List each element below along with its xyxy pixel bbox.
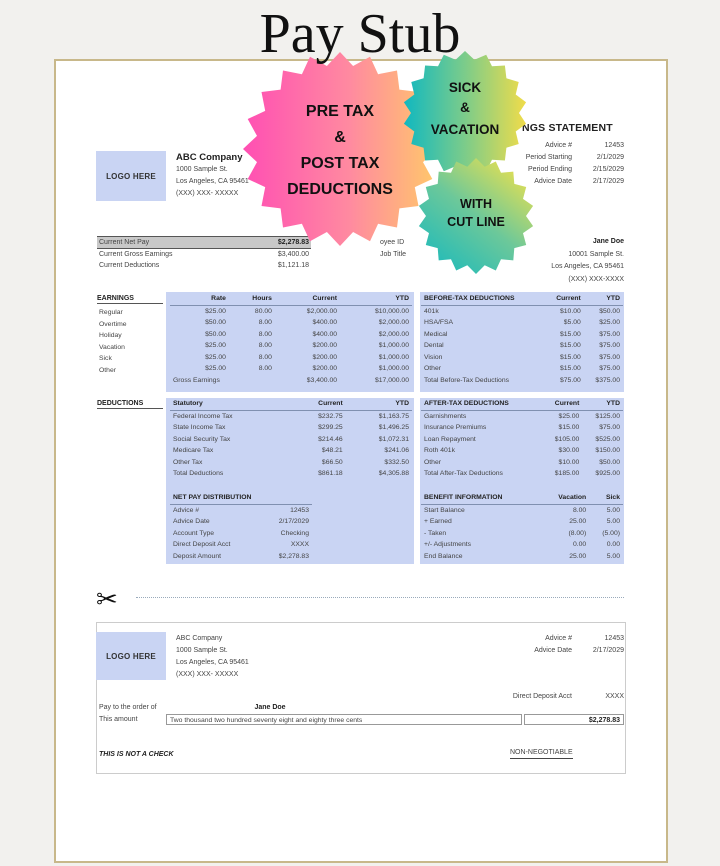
not-a-check-note: THIS IS NOT A CHECK — [99, 751, 174, 758]
company-name: ABC Company — [176, 152, 243, 163]
payto-label: Pay to the order of — [99, 704, 157, 711]
statement-title: NGS STATEMENT — [522, 122, 613, 134]
badge-line: PRE TAX — [305, 103, 375, 120]
after-tax-table: AFTER-TAX DEDUCTIONS Current YTD Garnishments $25.00 $125.00 Insurance Premiums $15.00 $75.00 Loan Repayment $105.00 $525.00 Roth 401k $30.00 $150.00 Other $10.00 $50.00 Total After-Tax Deductions $185.00 $925.00 — [421, 398, 623, 480]
company-address1: 1000 Sample St. — [176, 166, 228, 173]
badge-line: DEDUCTIONS — [287, 181, 393, 198]
table-row: Social Security Tax $214.46 $1,072.31 — [173, 435, 409, 443]
table-row: Other $10.00 $50.00 — [424, 458, 620, 466]
table-row: Start Balance 8.00 5.00 — [424, 506, 620, 514]
table-row: Medicare Tax $48.21 $241.06 — [173, 447, 409, 454]
table-row: HSA/FSA $5.00 $25.00 — [424, 319, 620, 326]
amount-value: $2,278.83 — [524, 714, 624, 725]
table-row: - Taken (8.00) (5.00) — [424, 529, 620, 537]
badge-line: & — [460, 100, 470, 115]
table-row: + Earned 25.00 5.00 — [424, 518, 620, 525]
table-row: Dental $15.00 $75.00 — [424, 342, 620, 349]
table-row-total: Gross Earnings $3,400.00 $17,000.00 — [173, 376, 409, 384]
employee-labels: oyee ID Job Title — [380, 239, 407, 258]
check-company-info: ABC Company 1000 Sample St. Los Angeles, CA 95461 (XXX) XXX- XXXXX — [176, 635, 249, 678]
earnings-types: Regular Overtime Holiday Vacation Sick Other — [99, 309, 127, 374]
earnings-label: EARNINGS — [97, 295, 163, 304]
table-row: Garnishments $25.00 $125.00 — [424, 412, 620, 420]
statement-info-row: Period Starting 2/1/2029 — [525, 154, 624, 161]
table-row: $50.00 8.00 $400.00 $2,000.00 — [205, 319, 409, 326]
company-address2: Los Angeles, CA 95461 — [176, 178, 249, 185]
table-row: Vision $15.00 $75.00 — [424, 353, 620, 361]
statement-info-row: Period Ending 2/15/2029 — [528, 166, 624, 173]
table-row: 401k $10.00 $50.00 — [424, 307, 620, 315]
statement-info-row: Advice # 12453 — [545, 142, 624, 149]
table-row: Insurance Premiums $15.00 $75.00 — [424, 424, 620, 431]
badge-line: WITH — [460, 197, 492, 211]
before-tax-table: BEFORE-TAX DEDUCTIONS Current YTD 401k $10.00 $50.00 HSA/FSA $5.00 $25.00 Medical $15.00 $75.00 Dental $15.00 $75.00 Vision $15.00 $75.00 Other $15.00 $75.00 Total Before-Tax Deductions $75.00 $375.00 — [421, 293, 623, 386]
employee-info: Jane Doe 10001 Sample St. Los Angeles, CA 95461 (XXX) XXX-XXXX — [500, 236, 624, 286]
badge-line: & — [334, 129, 346, 146]
check-acct-info: Direct Deposit Acct XXXX — [512, 693, 624, 700]
company-phone: (XXX) XXX- XXXXX — [176, 190, 239, 197]
table-row: +/- Adjustments 0.00 0.00 — [424, 541, 620, 548]
non-negotiable-note: NON-NEGOTIABLE — [510, 749, 573, 759]
deductions-label: DEDUCTIONS — [97, 400, 163, 409]
table-row: Roth 401k $30.00 $150.00 — [424, 447, 620, 454]
amount-words: Two thousand two hundred seventy eight and eighty three cents — [166, 714, 522, 725]
earnings-table: Rate Hours Current YTD $25.00 80.00 $2,000.00 $10,000.00 $50.00 8.00 $400.00 $2,000.00 $50.00 8.00 $400.00 $2,000.00 $25.00 8.00 $200.00 $1,000.00 $25.00 8.00 $200.00 $1,000.00 $25.00 8.00 $200.00 $1,000.00 Gross Earnings $3,400.00 $17,000.00 — [170, 293, 412, 386]
summary-deductions: Current Deductions $1,121.18 — [99, 262, 309, 269]
badge-line: VACATION — [430, 122, 500, 137]
table-row: Other $15.00 $75.00 — [424, 365, 620, 372]
table-row: $25.00 80.00 $2,000.00 $10,000.00 — [205, 307, 409, 315]
table-row: Medical $15.00 $75.00 — [424, 330, 620, 338]
table-row: Direct Deposit Acct XXXX — [173, 541, 309, 548]
net-pay-table: NET PAY DISTRIBUTION Advice # 12453 Advice Date 2/17/2029 Account Type Checking Direct Deposit Acct XXXX Deposit Amount $2,278.83 — [170, 492, 312, 562]
badge-line: POST TAX — [300, 155, 380, 172]
logo-placeholder: LOGO HERE — [96, 151, 166, 201]
check-advice-info: Advice # 12453 Advice Date 2/17/2029 — [534, 635, 624, 654]
check-logo-placeholder: LOGO HERE — [96, 632, 166, 680]
deductions-table: Statutory Current YTD Federal Income Tax $232.75 $1,163.75 State Income Tax $299.25 $1,496.25 Social Security Tax $214.46 $1,072.31 Medicare Tax $48.21 $241.06 Other Tax $66.50 $332.50 Total Deductions $861.18 $4,305.88 — [170, 398, 412, 480]
badge-line: CUT LINE — [447, 215, 505, 229]
payto-value: Jane Doe — [254, 704, 286, 711]
table-row: State Income Tax $299.25 $1,496.25 — [173, 424, 409, 431]
cut-line-badge — [416, 158, 536, 274]
cut-line — [136, 597, 624, 598]
scissors-icon: ✂ — [96, 584, 118, 614]
table-row: Advice Date 2/17/2029 — [173, 518, 309, 525]
table-row: Deposit Amount $2,278.83 — [173, 552, 309, 560]
summary-net-pay: Current Net Pay $2,278.83 — [97, 236, 311, 249]
table-row: $25.00 8.00 $200.00 $1,000.00 — [205, 342, 409, 349]
table-row: $50.00 8.00 $400.00 $2,000.00 — [205, 330, 409, 338]
table-row: Loan Repayment $105.00 $525.00 — [424, 435, 620, 443]
amount-label: This amount — [99, 716, 138, 723]
benefit-table: BENEFIT INFORMATION Vacation Sick Start Balance 8.00 5.00 + Earned 25.00 5.00 - Taken (8.00) (5.00) +/- Adjustments 0.00 0.00 End Balance 25.00 5.00 — [421, 492, 623, 562]
table-row-total: Total Deductions $861.18 $4,305.88 — [173, 470, 409, 477]
table-row: $25.00 8.00 $200.00 $1,000.00 — [205, 353, 409, 361]
table-row-total: Total Before-Tax Deductions $75.00 $375.00 — [424, 376, 620, 384]
badge-line: SICK — [448, 80, 482, 95]
table-row: End Balance 25.00 5.00 — [424, 552, 620, 560]
table-row: Account Type Checking — [173, 529, 309, 537]
summary-gross: Current Gross Earnings $3,400.00 — [99, 251, 309, 258]
statement-info-row: Advice Date 2/17/2029 — [534, 178, 624, 185]
table-row: Federal Income Tax $232.75 $1,163.75 — [173, 412, 409, 420]
table-row: $25.00 8.00 $200.00 $1,000.00 — [205, 365, 409, 372]
page-title: Pay Stub — [259, 3, 461, 65]
table-row-total: Total After-Tax Deductions $185.00 $925.00 — [424, 470, 620, 477]
table-row: Advice # 12453 — [173, 506, 309, 514]
company-info — [176, 152, 249, 200]
table-row: Other Tax $66.50 $332.50 — [173, 458, 409, 466]
employee-name: Jane Doe — [592, 238, 624, 245]
